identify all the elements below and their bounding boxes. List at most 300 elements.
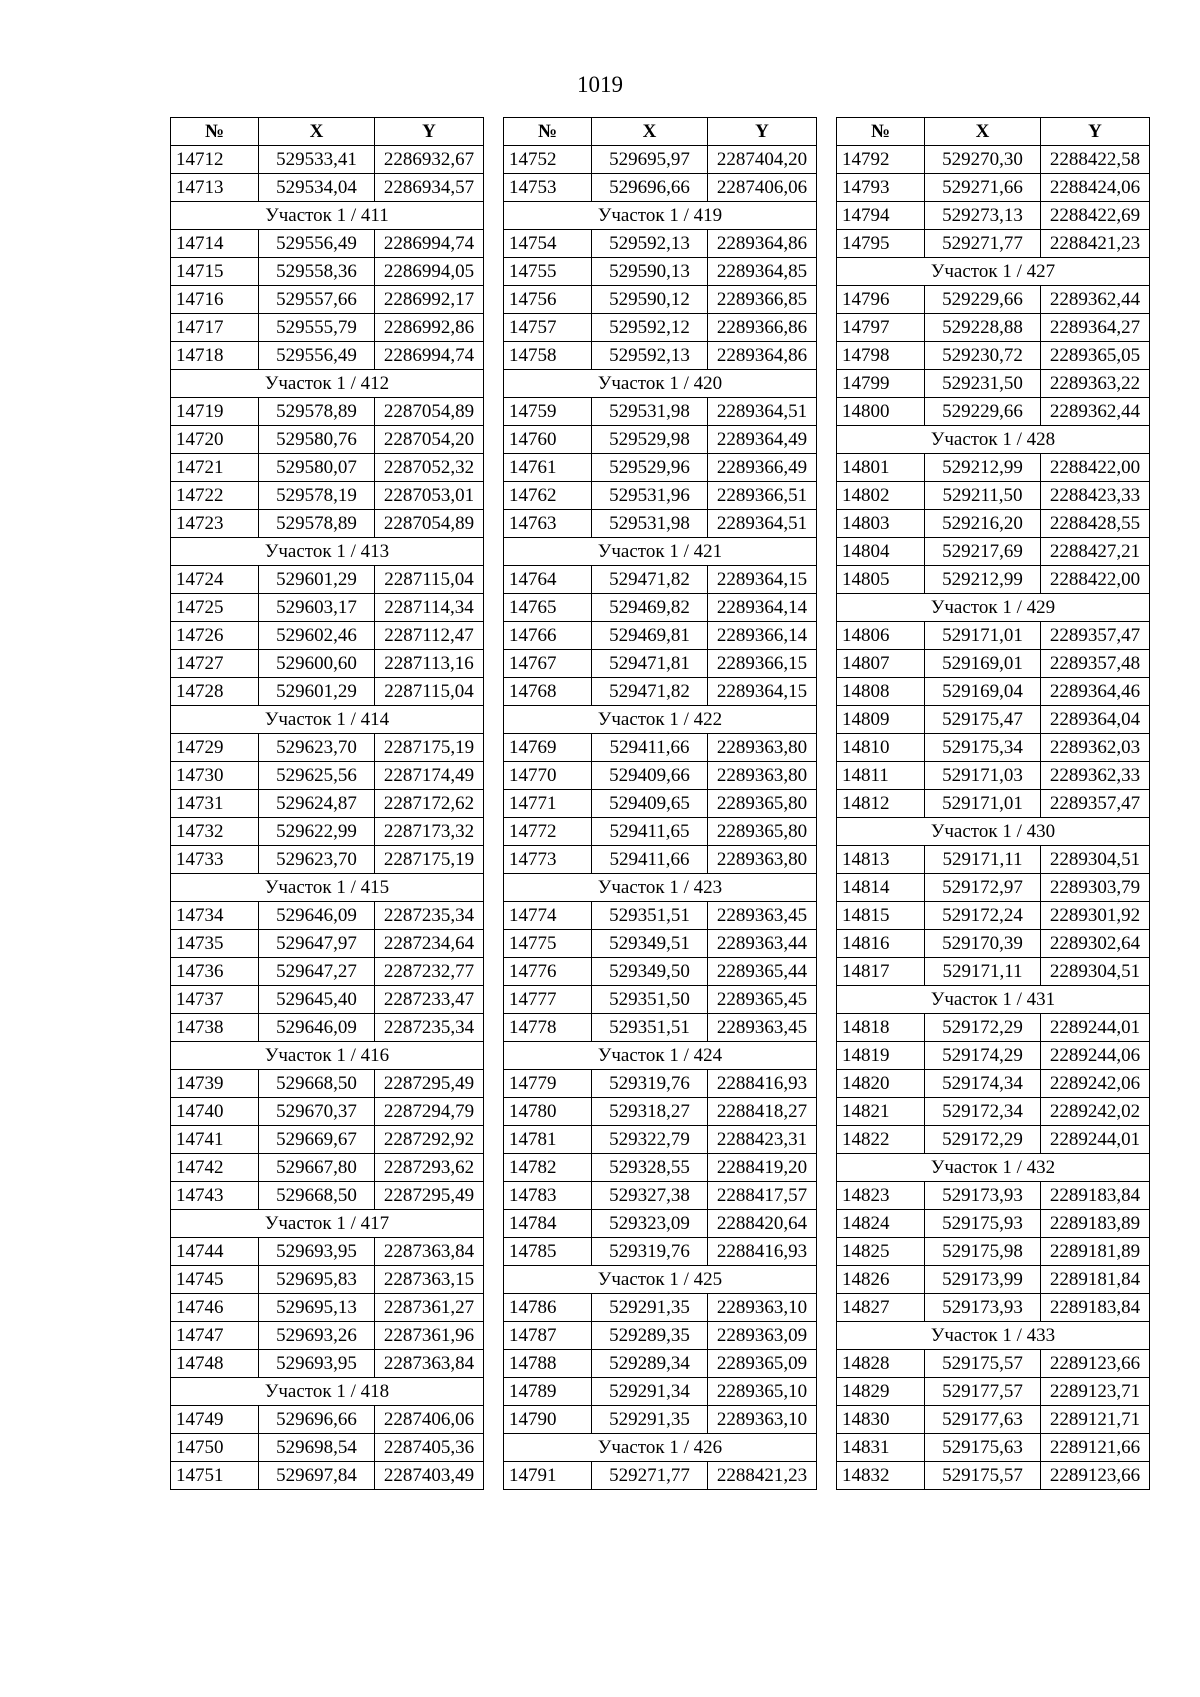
coord-x: 529592,13 <box>592 230 708 258</box>
table-row <box>171 1322 484 1350</box>
point-number: 14766 <box>504 622 592 650</box>
point-number: 14729 <box>171 734 259 762</box>
coord-x: 529590,13 <box>592 258 708 286</box>
point-number: 14760 <box>504 426 592 454</box>
coord-x: 529409,65 <box>592 790 708 818</box>
table-row <box>171 1182 484 1210</box>
table-row <box>837 790 1150 818</box>
section-title: Участок 1 / 427 <box>837 258 1150 286</box>
coord-y: 2288416,93 <box>708 1238 817 1266</box>
coord-x: 529557,66 <box>259 286 375 314</box>
coord-y: 2286934,57 <box>375 174 484 202</box>
coord-x: 529228,88 <box>925 314 1041 342</box>
point-number: 14800 <box>837 398 925 426</box>
header-x: X <box>925 118 1041 146</box>
coord-x: 529695,83 <box>259 1266 375 1294</box>
table-row <box>837 930 1150 958</box>
point-number: 14806 <box>837 622 925 650</box>
section-row <box>171 538 484 566</box>
table-row <box>171 594 484 622</box>
point-number: 14820 <box>837 1070 925 1098</box>
coord-y: 2289123,66 <box>1041 1350 1150 1378</box>
coord-y: 2289364,51 <box>708 398 817 426</box>
table-row <box>504 734 817 762</box>
coord-y: 2289365,10 <box>708 1378 817 1406</box>
table-row <box>837 314 1150 342</box>
coord-y: 2288422,69 <box>1041 202 1150 230</box>
point-number: 14813 <box>837 846 925 874</box>
coord-x: 529695,13 <box>259 1294 375 1322</box>
coord-y: 2289357,48 <box>1041 650 1150 678</box>
table-row <box>504 286 817 314</box>
point-number: 14759 <box>504 398 592 426</box>
table-row <box>837 1462 1150 1490</box>
table-row <box>837 1378 1150 1406</box>
coord-x: 529670,37 <box>259 1098 375 1126</box>
coord-y: 2289365,45 <box>708 986 817 1014</box>
point-number: 14722 <box>171 482 259 510</box>
point-number: 14784 <box>504 1210 592 1238</box>
section-row <box>504 538 817 566</box>
coord-y: 2289181,89 <box>1041 1238 1150 1266</box>
coord-y: 2287363,84 <box>375 1238 484 1266</box>
table-row <box>837 1098 1150 1126</box>
table-row <box>504 790 817 818</box>
table-row <box>504 230 817 258</box>
point-number: 14770 <box>504 762 592 790</box>
section-title: Участок 1 / 432 <box>837 1154 1150 1182</box>
coord-y: 2289364,46 <box>1041 678 1150 706</box>
point-number: 14808 <box>837 678 925 706</box>
point-number: 14737 <box>171 986 259 1014</box>
table-row <box>837 650 1150 678</box>
coord-x: 529623,70 <box>259 846 375 874</box>
header-y: Y <box>375 118 484 146</box>
coord-y: 2288422,58 <box>1041 146 1150 174</box>
section-row <box>837 594 1150 622</box>
coord-y: 2289364,86 <box>708 342 817 370</box>
coord-y: 2289363,80 <box>708 734 817 762</box>
point-number: 14804 <box>837 538 925 566</box>
section-title: Участок 1 / 425 <box>504 1266 817 1294</box>
point-number: 14757 <box>504 314 592 342</box>
coord-y: 2289304,51 <box>1041 958 1150 986</box>
coord-y: 2287054,20 <box>375 426 484 454</box>
coord-y: 2289364,51 <box>708 510 817 538</box>
table-row <box>504 818 817 846</box>
section-title: Участок 1 / 429 <box>837 594 1150 622</box>
coord-y: 2287361,96 <box>375 1322 484 1350</box>
point-number: 14774 <box>504 902 592 930</box>
coord-x: 529411,66 <box>592 734 708 762</box>
coord-x: 529171,01 <box>925 622 1041 650</box>
point-number: 14796 <box>837 286 925 314</box>
coord-x: 529349,51 <box>592 930 708 958</box>
coord-x: 529668,50 <box>259 1070 375 1098</box>
point-number: 14771 <box>504 790 592 818</box>
coord-y: 2289301,92 <box>1041 902 1150 930</box>
table-row <box>171 454 484 482</box>
table-row <box>504 398 817 426</box>
point-number: 14753 <box>504 174 592 202</box>
section-row <box>837 426 1150 454</box>
point-number: 14762 <box>504 482 592 510</box>
section-row <box>171 874 484 902</box>
table-row <box>171 398 484 426</box>
table-row <box>171 1434 484 1462</box>
section-title: Участок 1 / 424 <box>504 1042 817 1070</box>
coord-x: 529349,50 <box>592 958 708 986</box>
table-row <box>171 1126 484 1154</box>
table-row <box>171 314 484 342</box>
point-number: 14805 <box>837 566 925 594</box>
coord-y: 2289183,84 <box>1041 1294 1150 1322</box>
coord-y: 2288421,23 <box>1041 230 1150 258</box>
coord-x: 529291,34 <box>592 1378 708 1406</box>
coord-y: 2289123,66 <box>1041 1462 1150 1490</box>
coord-x: 529625,56 <box>259 762 375 790</box>
point-number: 14785 <box>504 1238 592 1266</box>
coordinate-table-3 <box>836 117 1150 1490</box>
table-row <box>171 1266 484 1294</box>
table-row <box>504 342 817 370</box>
table-row <box>504 1126 817 1154</box>
table-row <box>171 566 484 594</box>
coord-x: 529556,49 <box>259 342 375 370</box>
coord-y: 2289366,49 <box>708 454 817 482</box>
table-row <box>171 1098 484 1126</box>
coord-y: 2287175,19 <box>375 846 484 874</box>
point-number: 14764 <box>504 566 592 594</box>
table-header-row <box>504 118 817 146</box>
point-number: 14819 <box>837 1042 925 1070</box>
table-row <box>837 1070 1150 1098</box>
coord-y: 2287054,89 <box>375 398 484 426</box>
coord-y: 2289303,79 <box>1041 874 1150 902</box>
point-number: 14768 <box>504 678 592 706</box>
table-row <box>837 1266 1150 1294</box>
point-number: 14809 <box>837 706 925 734</box>
coord-y: 2286994,05 <box>375 258 484 286</box>
table-row <box>171 1154 484 1182</box>
section-row <box>171 1042 484 1070</box>
table-row <box>171 986 484 1014</box>
section-row <box>171 202 484 230</box>
table-row <box>837 1210 1150 1238</box>
coord-x: 529273,13 <box>925 202 1041 230</box>
coord-x: 529175,57 <box>925 1462 1041 1490</box>
point-number: 14746 <box>171 1294 259 1322</box>
coord-x: 529668,50 <box>259 1182 375 1210</box>
coord-x: 529323,09 <box>592 1210 708 1238</box>
coord-x: 529169,01 <box>925 650 1041 678</box>
coord-x: 529328,55 <box>592 1154 708 1182</box>
coord-x: 529171,11 <box>925 958 1041 986</box>
coord-x: 529693,95 <box>259 1350 375 1378</box>
table-row <box>504 762 817 790</box>
table-row <box>171 146 484 174</box>
section-row <box>171 1210 484 1238</box>
point-number: 14794 <box>837 202 925 230</box>
table-row <box>504 650 817 678</box>
point-number: 14817 <box>837 958 925 986</box>
coord-x: 529217,69 <box>925 538 1041 566</box>
coord-x: 529469,82 <box>592 594 708 622</box>
point-number: 14725 <box>171 594 259 622</box>
coord-x: 529622,99 <box>259 818 375 846</box>
coord-y: 2289365,09 <box>708 1350 817 1378</box>
table-row <box>504 258 817 286</box>
coord-y: 2289364,85 <box>708 258 817 286</box>
coord-y: 2288421,23 <box>708 1462 817 1490</box>
coord-y: 2287112,47 <box>375 622 484 650</box>
table-row <box>504 314 817 342</box>
table-row <box>171 258 484 286</box>
table-row <box>837 734 1150 762</box>
coord-x: 529411,65 <box>592 818 708 846</box>
coord-y: 2289366,15 <box>708 650 817 678</box>
coord-y: 2289365,05 <box>1041 342 1150 370</box>
coord-y: 2287293,62 <box>375 1154 484 1182</box>
point-number: 14740 <box>171 1098 259 1126</box>
coord-x: 529173,93 <box>925 1294 1041 1322</box>
coord-x: 529271,77 <box>925 230 1041 258</box>
point-number: 14773 <box>504 846 592 874</box>
coord-x: 529697,84 <box>259 1462 375 1490</box>
section-title: Участок 1 / 422 <box>504 706 817 734</box>
point-number: 14792 <box>837 146 925 174</box>
table-row <box>837 762 1150 790</box>
point-number: 14717 <box>171 314 259 342</box>
table-row <box>837 146 1150 174</box>
table-row <box>504 454 817 482</box>
point-number: 14790 <box>504 1406 592 1434</box>
coord-y: 2287054,89 <box>375 510 484 538</box>
coord-x: 529667,80 <box>259 1154 375 1182</box>
coord-x: 529289,34 <box>592 1350 708 1378</box>
section-title: Участок 1 / 414 <box>171 706 484 734</box>
coord-x: 529172,29 <box>925 1126 1041 1154</box>
table-row <box>837 1294 1150 1322</box>
header-number: № <box>837 118 925 146</box>
table-row <box>504 1070 817 1098</box>
coord-y: 2287113,16 <box>375 650 484 678</box>
table-row <box>171 1070 484 1098</box>
table-row <box>837 1406 1150 1434</box>
coord-y: 2286994,74 <box>375 230 484 258</box>
coord-x: 529171,03 <box>925 762 1041 790</box>
table-row <box>504 1350 817 1378</box>
coord-x: 529409,66 <box>592 762 708 790</box>
table-row <box>837 566 1150 594</box>
point-number: 14731 <box>171 790 259 818</box>
section-title: Участок 1 / 423 <box>504 874 817 902</box>
table-row <box>504 510 817 538</box>
table-row <box>504 1210 817 1238</box>
coord-x: 529174,29 <box>925 1042 1041 1070</box>
point-number: 14822 <box>837 1126 925 1154</box>
coord-y: 2289362,44 <box>1041 398 1150 426</box>
point-number: 14812 <box>837 790 925 818</box>
point-number: 14781 <box>504 1126 592 1154</box>
section-title: Участок 1 / 428 <box>837 426 1150 454</box>
table-row <box>837 1350 1150 1378</box>
coord-y: 2289244,06 <box>1041 1042 1150 1070</box>
point-number: 14795 <box>837 230 925 258</box>
coord-y: 2287294,79 <box>375 1098 484 1126</box>
point-number: 14825 <box>837 1238 925 1266</box>
point-number: 14815 <box>837 902 925 930</box>
section-title: Участок 1 / 433 <box>837 1322 1150 1350</box>
coord-y: 2289121,66 <box>1041 1434 1150 1462</box>
table-row <box>837 174 1150 202</box>
coord-y: 2289242,02 <box>1041 1098 1150 1126</box>
coord-x: 529696,66 <box>592 174 708 202</box>
coord-x: 529647,97 <box>259 930 375 958</box>
table-row <box>504 1378 817 1406</box>
table-row <box>504 1322 817 1350</box>
point-number: 14776 <box>504 958 592 986</box>
coord-x: 529411,66 <box>592 846 708 874</box>
table-row <box>837 510 1150 538</box>
coord-x: 529580,76 <box>259 426 375 454</box>
point-number: 14786 <box>504 1294 592 1322</box>
table-row <box>504 1294 817 1322</box>
table-row <box>171 510 484 538</box>
point-number: 14798 <box>837 342 925 370</box>
point-number: 14739 <box>171 1070 259 1098</box>
section-row <box>837 1322 1150 1350</box>
coord-y: 2289364,15 <box>708 678 817 706</box>
point-number: 14777 <box>504 986 592 1014</box>
coord-y: 2287234,64 <box>375 930 484 958</box>
section-title: Участок 1 / 426 <box>504 1434 817 1462</box>
coord-y: 2288420,64 <box>708 1210 817 1238</box>
table-row <box>837 538 1150 566</box>
coord-y: 2289364,14 <box>708 594 817 622</box>
point-number: 14744 <box>171 1238 259 1266</box>
point-number: 14758 <box>504 342 592 370</box>
point-number: 14765 <box>504 594 592 622</box>
section-row <box>837 818 1150 846</box>
point-number: 14823 <box>837 1182 925 1210</box>
table-row <box>504 426 817 454</box>
point-number: 14736 <box>171 958 259 986</box>
coord-x: 529555,79 <box>259 314 375 342</box>
coord-x: 529216,20 <box>925 510 1041 538</box>
point-number: 14748 <box>171 1350 259 1378</box>
coord-x: 529669,67 <box>259 1126 375 1154</box>
point-number: 14814 <box>837 874 925 902</box>
coord-x: 529175,47 <box>925 706 1041 734</box>
point-number: 14829 <box>837 1378 925 1406</box>
coord-x: 529173,99 <box>925 1266 1041 1294</box>
coord-y: 2289244,01 <box>1041 1014 1150 1042</box>
coord-x: 529170,39 <box>925 930 1041 958</box>
table-row <box>171 622 484 650</box>
table-row <box>837 1014 1150 1042</box>
header-number: № <box>504 118 592 146</box>
coord-x: 529172,97 <box>925 874 1041 902</box>
coord-y: 2289121,71 <box>1041 1406 1150 1434</box>
coord-x: 529556,49 <box>259 230 375 258</box>
coord-x: 529601,29 <box>259 678 375 706</box>
coord-y: 2287403,49 <box>375 1462 484 1490</box>
section-title: Участок 1 / 417 <box>171 1210 484 1238</box>
point-number: 14735 <box>171 930 259 958</box>
table-row <box>504 594 817 622</box>
coord-y: 2289363,45 <box>708 902 817 930</box>
coord-y: 2287292,92 <box>375 1126 484 1154</box>
section-title: Участок 1 / 418 <box>171 1378 484 1406</box>
coord-x: 529529,96 <box>592 454 708 482</box>
table-row <box>837 902 1150 930</box>
coord-x: 529578,89 <box>259 510 375 538</box>
table-row <box>504 1238 817 1266</box>
section-title: Участок 1 / 431 <box>837 986 1150 1014</box>
point-number: 14780 <box>504 1098 592 1126</box>
coord-x: 529175,93 <box>925 1210 1041 1238</box>
coord-x: 529322,79 <box>592 1126 708 1154</box>
table-row <box>171 230 484 258</box>
coord-y: 2287235,34 <box>375 1014 484 1042</box>
point-number: 14720 <box>171 426 259 454</box>
coord-x: 529211,50 <box>925 482 1041 510</box>
coord-x: 529212,99 <box>925 566 1041 594</box>
point-number: 14789 <box>504 1378 592 1406</box>
point-number: 14772 <box>504 818 592 846</box>
coord-y: 2287406,06 <box>375 1406 484 1434</box>
point-number: 14724 <box>171 566 259 594</box>
point-number: 14778 <box>504 1014 592 1042</box>
section-row <box>171 370 484 398</box>
coord-x: 529601,29 <box>259 566 375 594</box>
point-number: 14826 <box>837 1266 925 1294</box>
table-row <box>504 678 817 706</box>
coord-x: 529534,04 <box>259 174 375 202</box>
coord-x: 529351,51 <box>592 902 708 930</box>
table-row <box>504 1182 817 1210</box>
coord-x: 529319,76 <box>592 1238 708 1266</box>
coord-y: 2287295,49 <box>375 1182 484 1210</box>
section-title: Участок 1 / 413 <box>171 538 484 566</box>
table-row <box>171 846 484 874</box>
coord-y: 2287406,06 <box>708 174 817 202</box>
point-number: 14811 <box>837 762 925 790</box>
coord-x: 529469,81 <box>592 622 708 650</box>
point-number: 14742 <box>171 1154 259 1182</box>
point-number: 14767 <box>504 650 592 678</box>
table-row <box>837 454 1150 482</box>
coord-x: 529173,93 <box>925 1182 1041 1210</box>
table-header-row <box>837 118 1150 146</box>
coord-y: 2288428,55 <box>1041 510 1150 538</box>
coord-y: 2287233,47 <box>375 986 484 1014</box>
coord-x: 529230,72 <box>925 342 1041 370</box>
coord-x: 529172,29 <box>925 1014 1041 1042</box>
coord-x: 529471,82 <box>592 678 708 706</box>
point-number: 14723 <box>171 510 259 538</box>
coord-y: 2289304,51 <box>1041 846 1150 874</box>
section-title: Участок 1 / 415 <box>171 874 484 902</box>
point-number: 14726 <box>171 622 259 650</box>
coord-y: 2287361,27 <box>375 1294 484 1322</box>
coord-x: 529600,60 <box>259 650 375 678</box>
table-row <box>171 286 484 314</box>
point-number: 14782 <box>504 1154 592 1182</box>
coord-x: 529175,63 <box>925 1434 1041 1462</box>
coord-y: 2287363,84 <box>375 1350 484 1378</box>
